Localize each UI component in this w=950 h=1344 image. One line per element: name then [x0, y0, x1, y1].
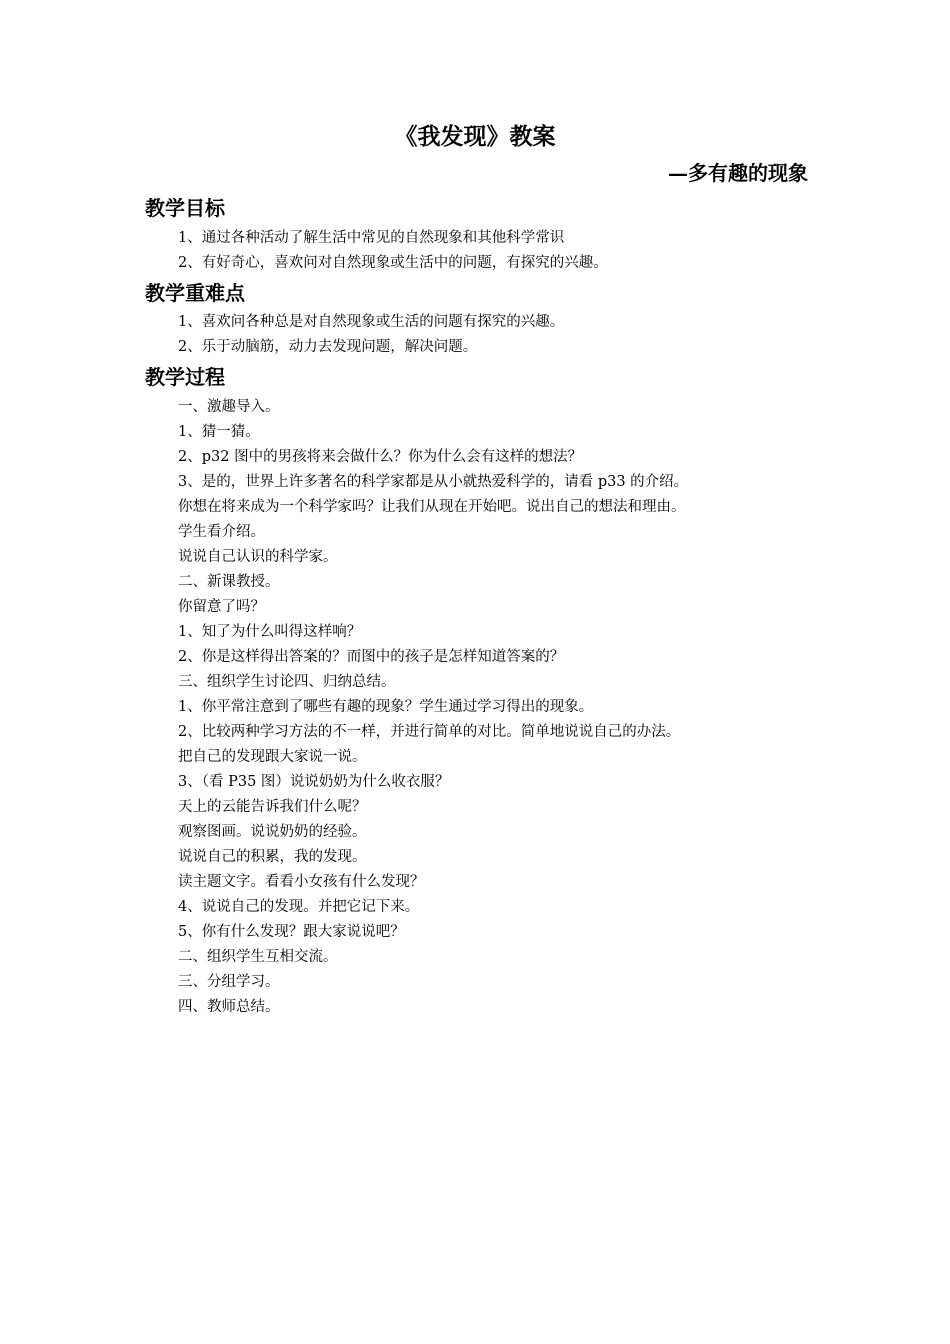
- process-line: 2、你是这样得出答案的？而图中的孩子是怎样知道答案的？: [178, 649, 565, 665]
- process-line: 读主题文字。看看小女孩有什么发现？: [178, 874, 425, 890]
- process-line: 三、组织学生讨论四、归纳总结。: [178, 674, 396, 690]
- process-line: 4、说说自己的发现。并把它记下来。: [178, 899, 420, 915]
- process-line: 天上的云能告诉我们什么呢？: [178, 799, 367, 815]
- process-line: 3、是的，世界上许多著名的科学家都是从小就热爱科学的，请看 p33 的介绍。: [178, 474, 689, 490]
- section-heading-objectives: 教学目标: [145, 196, 225, 220]
- process-line: 说说自己的积累，我的发现。: [178, 849, 367, 865]
- process-line: 2、p32 图中的男孩将来会做什么？你为什么会有这样的想法？: [178, 449, 583, 465]
- process-line: 5、你有什么发现？跟大家说说吧？: [178, 924, 405, 940]
- objective-line: 2、有好奇心，喜欢问对自然现象或生活中的问题，有探究的兴趣。: [178, 255, 608, 271]
- process-line: 1、猜一猜。: [178, 424, 260, 440]
- process-line: 一、激趣导入。: [178, 399, 280, 415]
- process-line: 说说自己认识的科学家。: [178, 549, 338, 565]
- process-line: 二、组织学生互相交流。: [178, 949, 338, 965]
- process-line: 把自己的发现跟大家说一说。: [178, 749, 367, 765]
- document-subtitle: —多有趣的现象: [668, 161, 808, 185]
- process-line: 四、教师总结。: [178, 999, 280, 1015]
- key-point-line: 1、喜欢问各种总是对自然现象或生活的问题有探究的兴趣。: [178, 314, 565, 330]
- key-point-line: 2、乐于动脑筋，动力去发现问题，解决问题。: [178, 339, 478, 355]
- process-line: 你留意了吗？: [178, 599, 265, 615]
- objective-line: 1、通过各种活动了解生活中常见的自然现象和其他科学常识: [178, 230, 565, 246]
- document-title: 《我发现》教案: [394, 123, 556, 150]
- section-heading-key-points: 教学重难点: [145, 281, 245, 305]
- process-line: 三、分组学习。: [178, 974, 280, 990]
- process-line: 2、比较两种学习方法的不一样，并进行简单的对比。简单地说说自己的办法。: [178, 724, 681, 740]
- process-line: 1、知了为什么叫得这样响？: [178, 624, 362, 640]
- process-line: 你想在将来成为一个科学家吗？让我们从现在开始吧。说出自己的想法和理由。: [178, 499, 686, 515]
- section-heading-process: 教学过程: [145, 365, 225, 389]
- process-line: 观察图画。说说奶奶的经验。: [178, 824, 367, 840]
- process-line: 3、（看 P35 图）说说奶奶为什么收衣服？: [178, 774, 450, 790]
- process-line: 1、你平常注意到了哪些有趣的现象？学生通过学习得出的现象。: [178, 699, 594, 715]
- process-line: 学生看介绍。: [178, 524, 265, 540]
- process-line: 二、新课教授。: [178, 574, 280, 590]
